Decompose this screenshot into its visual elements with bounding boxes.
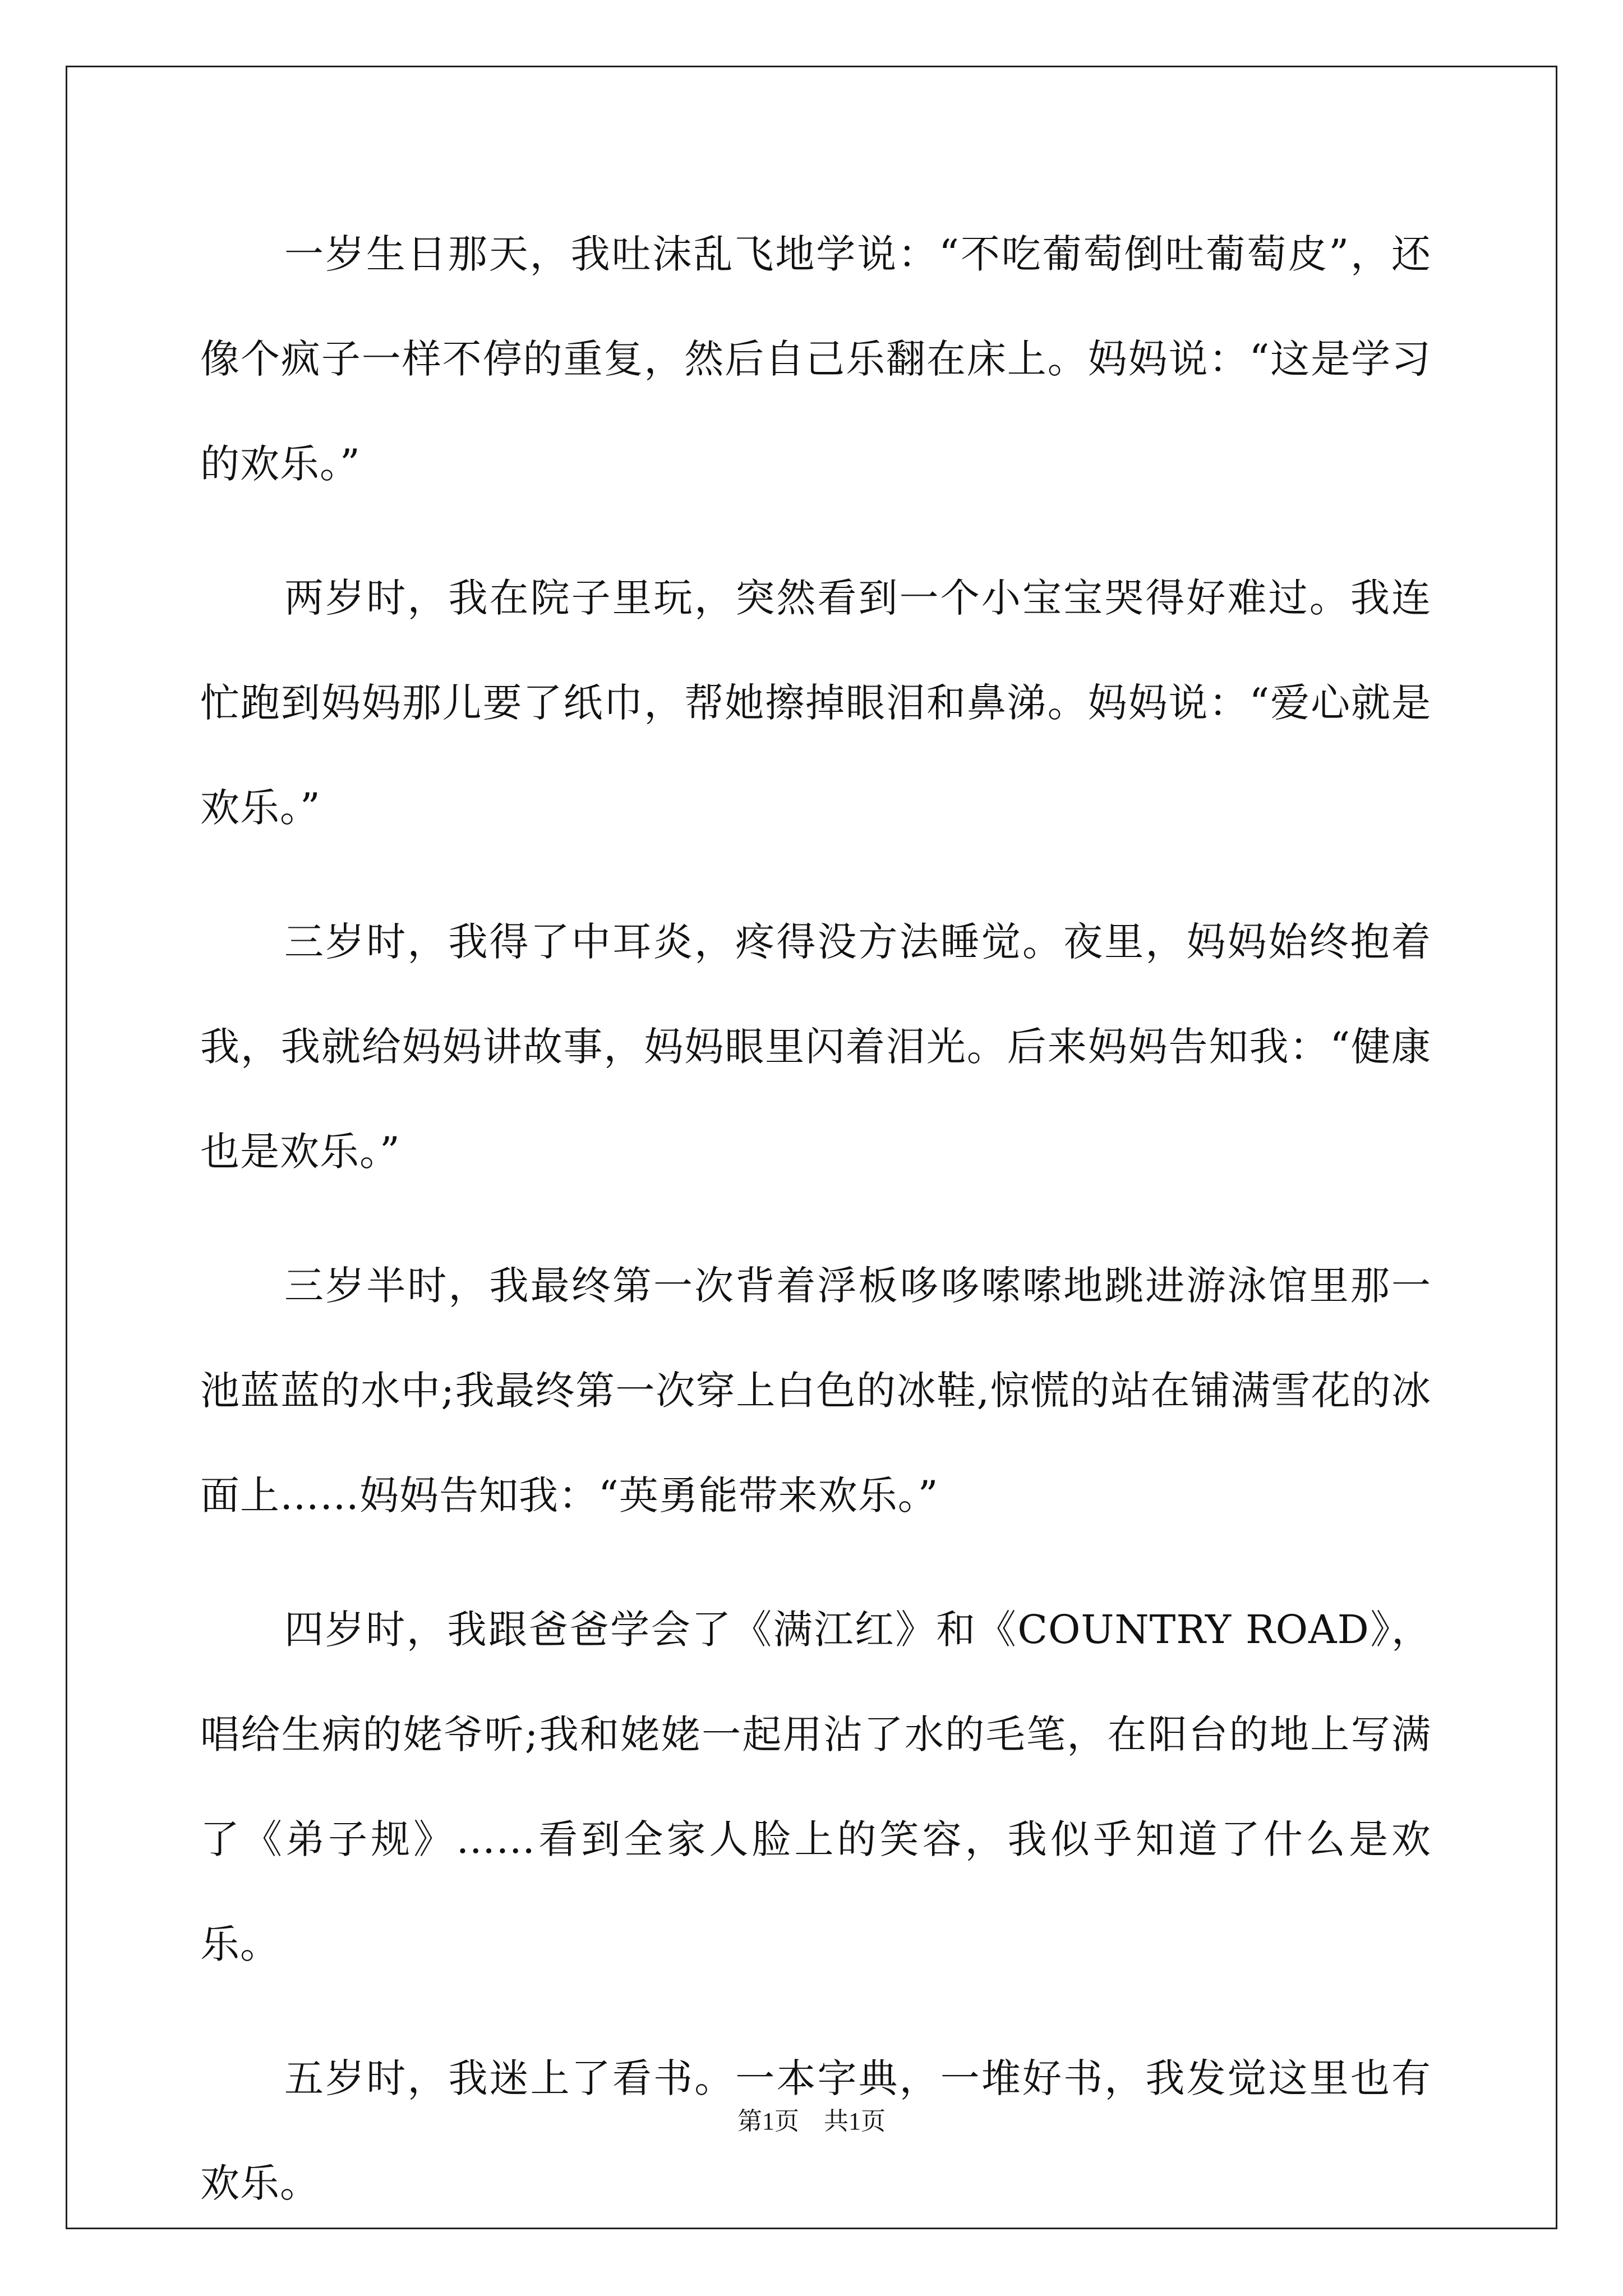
page-footer: 第1页 共1页	[737, 2108, 886, 2135]
document-body	[200, 202, 1431, 2265]
paragraph-4: 三岁半时，我最终第一次背着浮板哆哆嗦嗦地跳进游泳馆里那一池蓝蓝的水中;我最终第一次穿上白色的冰鞋,惊慌的站在铺满雪花的冰面上……妈妈告知我：“英勇能带来欢乐。”	[200, 1263, 1431, 1519]
paragraph-3: 三岁时，我得了中耳炎，疼得没方法睡觉。夜里，妈妈始终抱着我，我就给妈妈讲故事，妈妈眼里闪着泪光。后来妈妈告知我：“健康也是欢乐。”	[200, 919, 1431, 1175]
paragraph-5: 四岁时，我跟爸爸学会了《满江红》和《COUNTRY ROAD》，唱给生病的姥爷听;我和姥姥一起用沾了水的毛笔，在阳台的地上写满了《弟子规》……看到全家人脸上的笑容，我似乎知道了什么是欢乐。	[200, 1607, 1431, 1967]
paragraph-6: 五岁时，我迷上了看书。一本字典，一堆好书，我发觉这里也有欢乐。	[200, 2055, 1431, 2206]
paragraph-2: 两岁时，我在院子里玩，突然看到一个小宝宝哭得好难过。我连忙跑到妈妈那儿要了纸巾，帮她擦掉眼泪和鼻涕。妈妈说：“爱心就是欢乐。”	[200, 575, 1431, 831]
paragraph-1: 一岁生日那天，我吐沫乱飞地学说：“不吃葡萄倒吐葡萄皮”，还像个疯子一样不停的重复，然后自己乐翻在床上。妈妈说：“这是学习的欢乐。”	[200, 231, 1431, 487]
